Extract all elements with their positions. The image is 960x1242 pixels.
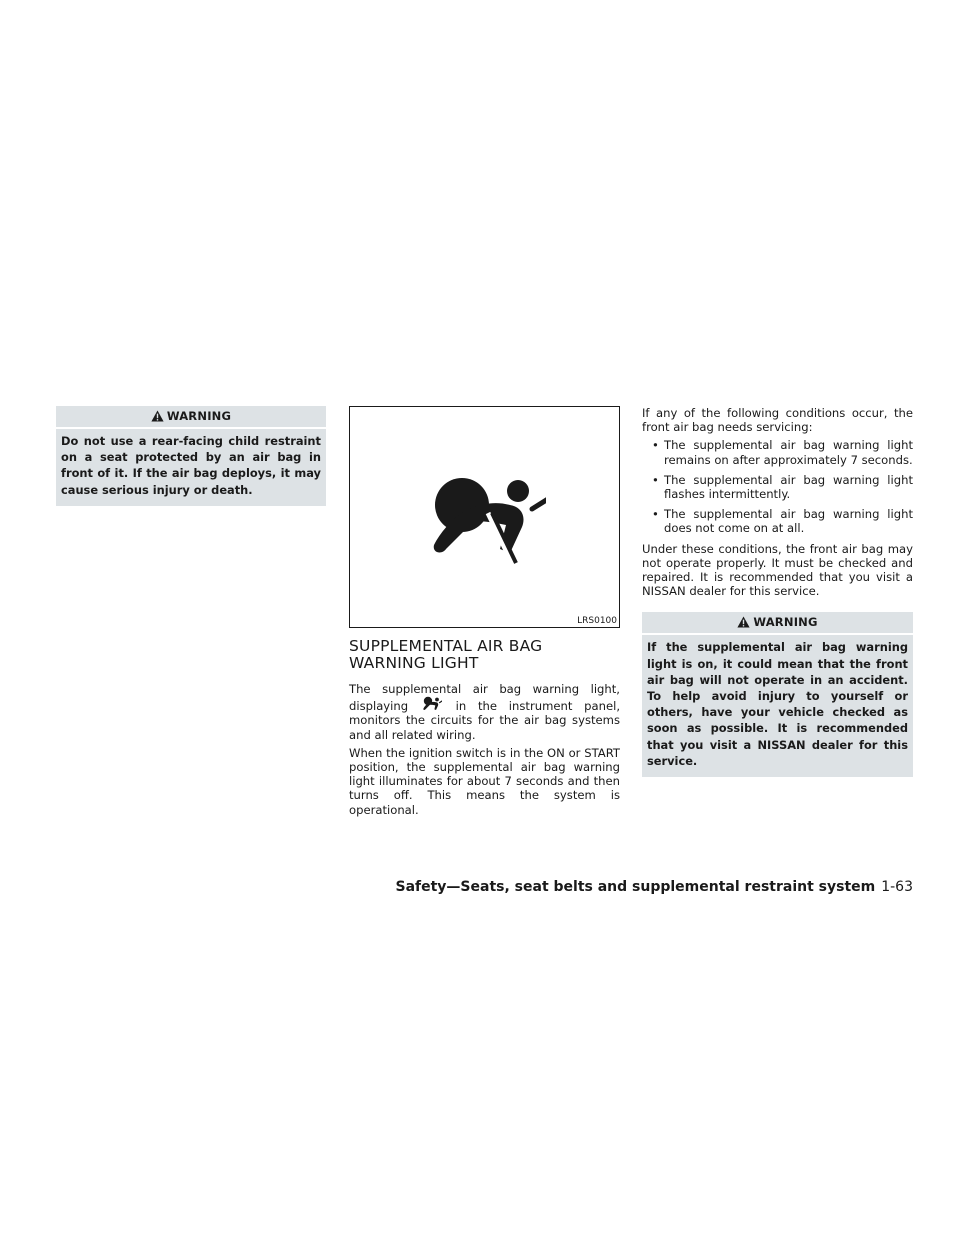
- page-number: 1-63: [881, 879, 913, 895]
- paragraph-text-after-icon: in the instrument panel, monitors the circuits for the air bag systems and all related wiring.: [349, 699, 621, 742]
- list-item-text: The supplemental air bag warning light flashes intermittently.: [664, 472, 913, 502]
- warning-box-warning-light: [642, 612, 913, 777]
- bullet: •: [652, 507, 659, 522]
- warning-triangle-icon: [151, 410, 164, 422]
- airbag-warning-icon: [426, 469, 546, 569]
- paragraph-warning-light-description: [349, 682, 620, 742]
- conditions-list: [642, 438, 913, 535]
- bullet: •: [652, 472, 659, 487]
- list-item: [642, 473, 913, 501]
- paragraph-ignition: When the ignition switch is in the ON or START position, the supplemental air bag warning light illuminates for about 7 seconds and then turns off. This means the system is operational.: [349, 745, 620, 817]
- right-column: [642, 406, 913, 777]
- warning-heading: [56, 406, 326, 429]
- airbag-warning-figure: [349, 406, 620, 628]
- middle-column: [349, 406, 620, 821]
- bullet: •: [652, 438, 659, 453]
- warning-box-child-restraint: [56, 406, 326, 506]
- airbag-warning-icon-inline: [422, 696, 442, 712]
- warning-heading-text: WARNING: [166, 409, 232, 423]
- page-footer: [396, 878, 914, 896]
- warning-text: If the supplemental air bag warning light is on, it could mean that the front air bag will not operate in an accident. To help avoid injury to yourself or others, have your vehicle checked as soon as possible. It is recommended that you visit a NISSAN dealer for this service.: [647, 640, 908, 768]
- figure-code: LRS0100: [577, 616, 617, 626]
- warning-heading-text: WARNING: [753, 615, 818, 630]
- warning-triangle-icon: [737, 616, 750, 628]
- list-item: [642, 507, 913, 535]
- left-column: [56, 406, 326, 506]
- list-item: [642, 438, 913, 466]
- section-title: SUPPLEMENTAL AIR BAG WARNING LIGHT: [349, 637, 543, 672]
- warning-heading: [642, 612, 913, 635]
- conditions-intro: If any of the following conditions occur, the front air bag needs servicing:: [642, 406, 913, 435]
- list-item-text: The supplemental air bag warning light does not come on at all.: [664, 507, 913, 536]
- footer-section-title: Safety—Seats, seat belts and supplemental restraint system: [395, 879, 876, 895]
- list-item-text: The supplemental air bag warning light remains on after approximately 7 seconds.: [664, 438, 913, 467]
- paragraph-text-before-icon: The supplemental air bag warning light, displaying: [349, 682, 620, 714]
- conditions-after: Under these conditions, the front air bag may not operate properly. It must be checked and repaired. It is recommended that you visit a NISSAN dealer for this service.: [642, 541, 913, 599]
- warning-text: Do not use a rear-facing child restraint on a seat protected by an air bag in front of it. If the air bag deploys, it may cause serious injury or death.: [61, 434, 321, 497]
